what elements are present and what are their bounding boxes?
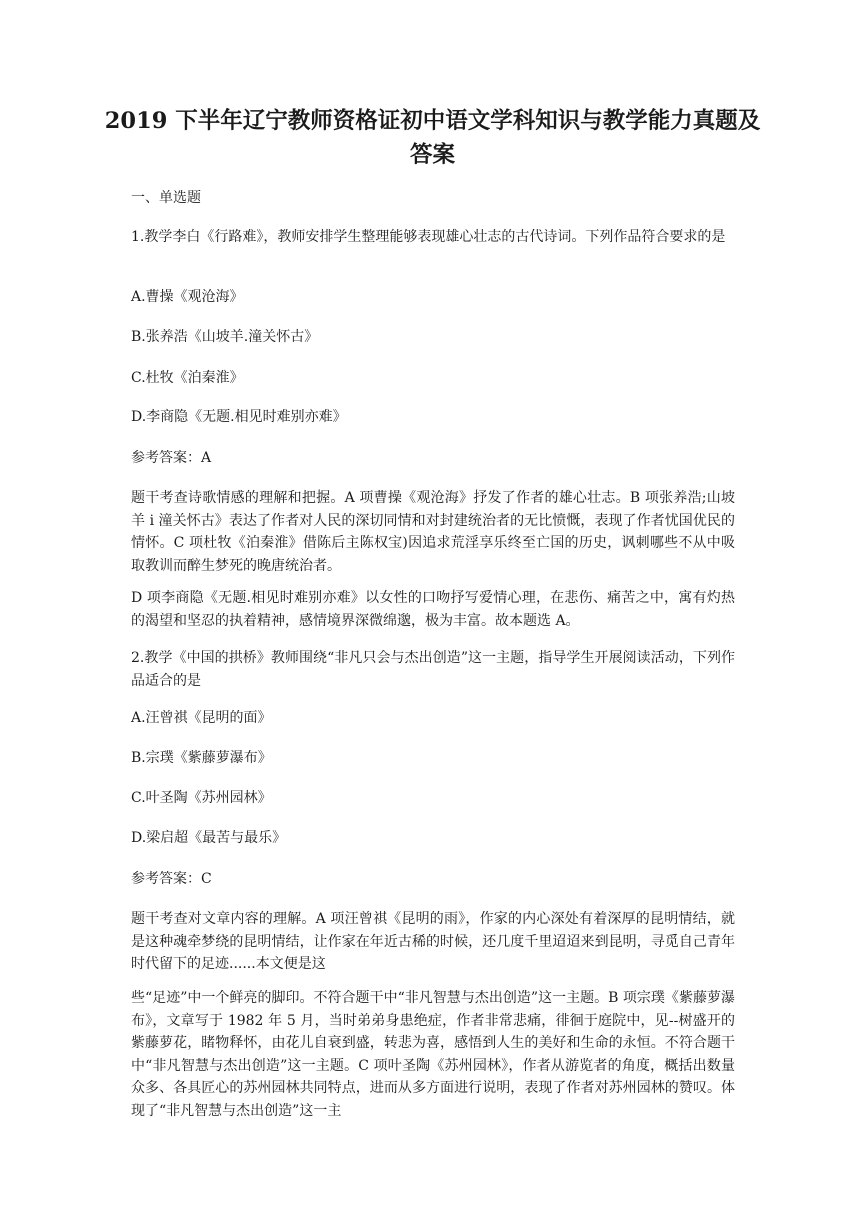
question-2-option-b: B.宗璞《紫藤萝瀑布》	[131, 750, 272, 766]
question-2-answer: 参考答案：C	[131, 871, 212, 887]
question-1-option-a: A.曹操《观沧海》	[131, 289, 244, 305]
question-2-option-a: A.汪曾祺《昆明的面》	[131, 710, 272, 726]
question-1-answer: 参考答案：A	[131, 450, 212, 466]
question-2-option-d: D.梁启超《最苦与最乐》	[131, 830, 287, 846]
question-1-option-b: B.张养浩《山坡羊.潼关怀古》	[131, 329, 319, 345]
question-1-option-c: C.杜牧《泊秦淮》	[131, 370, 244, 386]
section-heading: 一、单选题	[131, 190, 201, 206]
question-2-analysis-cont: 些“足迹”中一个鲜亮的脚印。不符合题干中“非凡智慧与杰出创造”这一主题。B 项宗璞《紫藤萝瀑布》，文章写于 1982 年 5 月，当时弟弟身患绝症，作者非常悲痛，徘徊于庭院中，见--树盛开的紫藤萝花，睹物释怀，由花儿自衰到盛，转悲为喜，感悟到人生的美好和生命的永恒。不符合题干中“非凡智慧与杰出创造”这一主题。C 项叶圣陶《苏州园林》，作者从游览者的角度，概括出数量众多、各具匠心的苏州园林共同特点，进而从多方面进行说明，表现了作者对苏州园林的赞叹。体现了“非凡智慧与杰出创造”这一主	[131, 990, 735, 1119]
question-1-analysis: 题干考查诗歌情感的理解和把握。A 项曹操《观沧海》抒发了作者的雄心壮志。B 项张养浩;山坡羊 i 潼关怀古》表达了作者对人民的深切同情和对封建统治者的无比愤慨，表现了作者忧国优民的情怀。C 项杜牧《泊秦淮》借陈后主陈权宝)因追求荒淫享乐终至亡国的历史，讽刺哪些不从中吸取教训而醉生梦死的晚唐统治者。	[131, 490, 735, 574]
document-title: 2019 下半年辽宁教师资格证初中语文学科知识与教学能力真题及答案	[104, 108, 761, 168]
question-2-option-c: C.叶圣陶《苏州园林》	[131, 790, 272, 806]
question-1-option-d: D.李商隐《无题.相见时难别亦难》	[131, 409, 347, 425]
question-2-analysis: 题干考查对文章内容的理解。A 项汪曾祺《昆明的雨》，作家的内心深处有着深厚的昆明情结，就是这种魂牵梦绕的昆明情结，让作家在年近古稀的时候，还几度千里迢迢来到昆明，寻觅自己青年时代留下的足迹......本文便是这	[131, 911, 735, 972]
question-1-stem: 1.教学李白《行路难》，教师安排学生整理能够表现雄心壮志的古代诗词。下列作品符合要求的是	[131, 229, 726, 245]
question-1-analysis-cont: D 项李商隐《无题.相见时难别亦难》以女性的口吻抒写爱情心理，在悲伤、痛苦之中，寓有灼热的渴望和坚忍的执着精神，感情境界深微绵邈，极为丰富。故本题选 A。	[131, 590, 735, 629]
question-2-stem: 2.教学《中国的拱桥》教师围绕“非凡只会与杰出创造”这一主题，指导学生开展阅读活动，下列作品适合的是	[131, 650, 735, 689]
